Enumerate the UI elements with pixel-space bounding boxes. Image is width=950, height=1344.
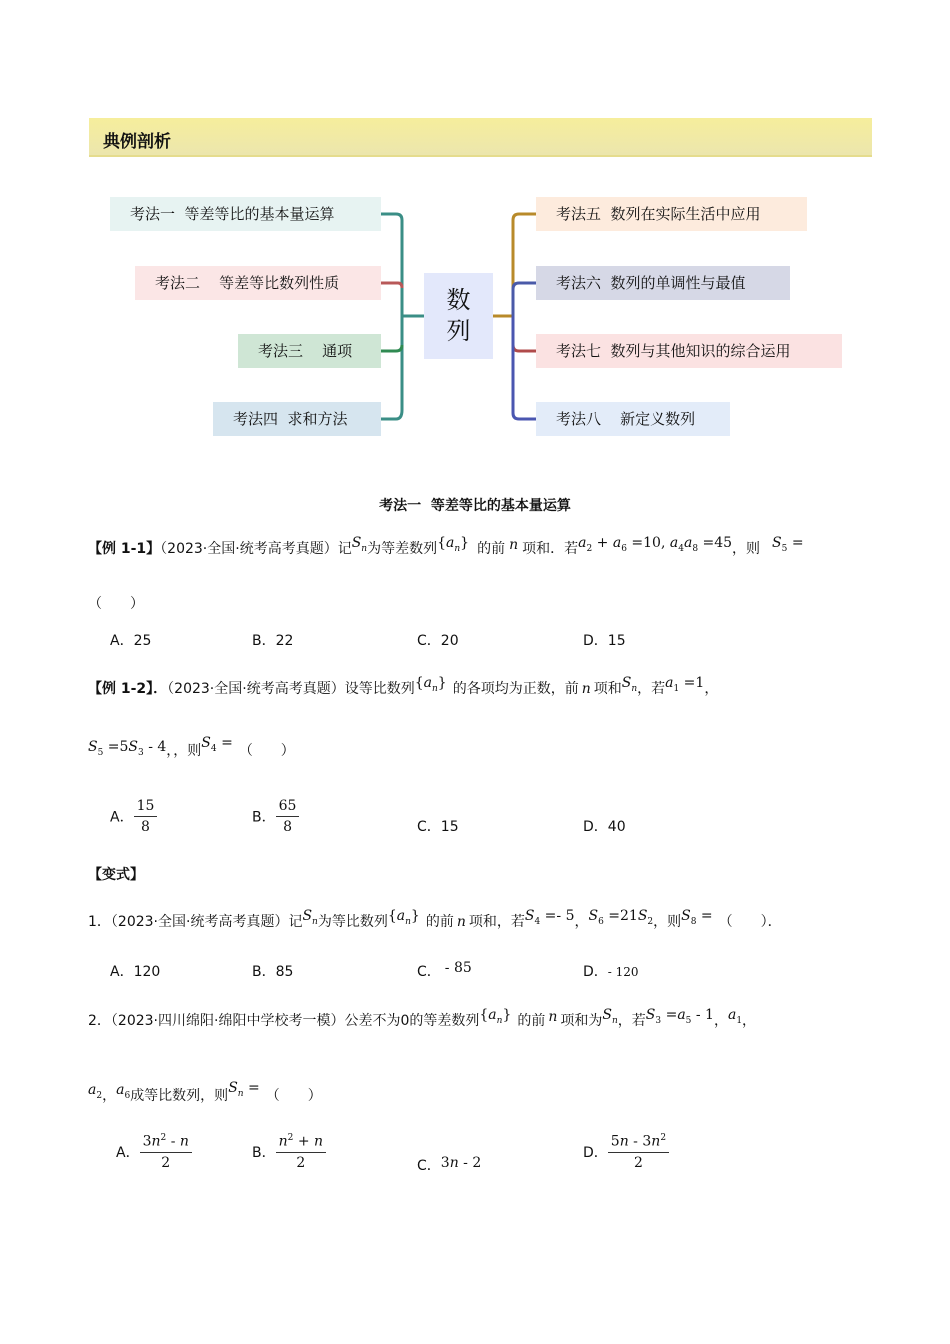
connector-left-trunk [381, 214, 402, 419]
example-1-2-option-c: C．15 [417, 819, 459, 835]
example-1-1-option-b: B．22 [252, 633, 294, 649]
variant-1-stem: 1．（2023·全国·统考高考真题）记$S_n$为等比数列$\{a_n\}$ 的前 n 项和，若$S_4 =- 5$，$S_6 =21S_2$，则$S_8$ = （ ）． [88, 908, 782, 930]
connector-right-1 [513, 214, 536, 316]
topic-node-left-2: 考法二 等差等比数列性质 [135, 266, 381, 300]
connector-left-3 [381, 345, 402, 351]
example-1-2-option-a: A． $\frac{15}{8}$ [110, 798, 157, 835]
connector-right-3 [513, 316, 536, 351]
variant-title: 【变式】 [88, 867, 144, 883]
variant-1-option-a: A．120 [110, 964, 161, 980]
variant-2-option-a: A． $\frac{3n^2 - n}{2}$ [116, 1133, 192, 1171]
example-1-1-paren: （ ） [88, 596, 144, 612]
variant-2-stem-2: $a_2$，$a_6$成等比数列，则$S_n$ = （ ） [88, 1080, 322, 1104]
variant-1-option-d: D．- 120 [583, 964, 639, 980]
variant-1-option-c: C． - 85 [417, 960, 472, 980]
variant-2-option-d: D． $\frac{5n - 3n^2}{2}$ [583, 1133, 669, 1171]
example-1-1-stem: 【例 1-1】（2023·全国·统考高考真题）记$S_n$为等差数列$\{a_n\}$ 的前 n 项和．若$a_2 + a_6 =10$, $a_4a_8 =45$，则 $S_5$ = [88, 535, 804, 557]
example-1-1-option-a: A．25 [110, 633, 152, 649]
topic-node-right-1: 考法五 数列在实际生活中应用 [536, 197, 807, 231]
connector-right-2 [513, 283, 536, 316]
method-section-title: 考法一 等差等比的基本量运算 [379, 498, 571, 514]
mindmap-center-node [424, 273, 493, 359]
variant-2-option-c: C．3n - 2 [417, 1155, 482, 1174]
connector-right-4 [513, 316, 536, 419]
section-header-title: 典例剖析 [103, 132, 171, 152]
example-1-2-stem: 【例 1-2】．（2023·全国·统考高考真题）设等比数列$\{a_n\}$ 的各项均为正数，前 n 项和$S_n$，若$a_1 =1$， [88, 675, 719, 697]
topic-node-right-4: 考法八 新定义数列 [536, 402, 730, 436]
topic-node-left-3: 考法三 通项 [238, 334, 381, 368]
example-1-1-option-d: D．15 [583, 633, 626, 649]
example-1-1-option-c: C．20 [417, 633, 459, 649]
topic-node-left-4: 考法四 求和方法 [213, 402, 381, 436]
center-char-1: 数 [446, 286, 471, 314]
mindmap-connectors [0, 0, 950, 470]
example-1-2-option-b: B． $\frac{65}{8}$ [252, 798, 299, 835]
variant-1-option-b: B．85 [252, 964, 294, 980]
example-tag: 【例 1-1】 [88, 541, 161, 557]
example-1-2-stem-2: $S_5 =5S_3 - 4$，，则$S_4$ = （ ） [88, 735, 295, 759]
topic-node-right-3: 考法七 数列与其他知识的综合运用 [536, 334, 842, 368]
topic-node-right-2: 考法六 数列的单调性与最值 [536, 266, 790, 300]
example-tag: 【例 1-2】． [88, 681, 168, 697]
variant-2-option-b: B． $\frac{n^2 + n}{2}$ [252, 1133, 326, 1171]
center-char-2: 列 [446, 317, 471, 345]
example-1-2-option-d: D．40 [583, 819, 626, 835]
variant-2-stem: 2．（2023·四川绵阳·绵阳中学校考一模）公差不为0的等差数列$\{a_n\}$ 的前 n 项和为$S_n$，若$S_3 =a_5 - 1$，$a_1$， [88, 1007, 757, 1029]
topic-node-left-1: 考法一 等差等比的基本量运算 [110, 197, 381, 231]
